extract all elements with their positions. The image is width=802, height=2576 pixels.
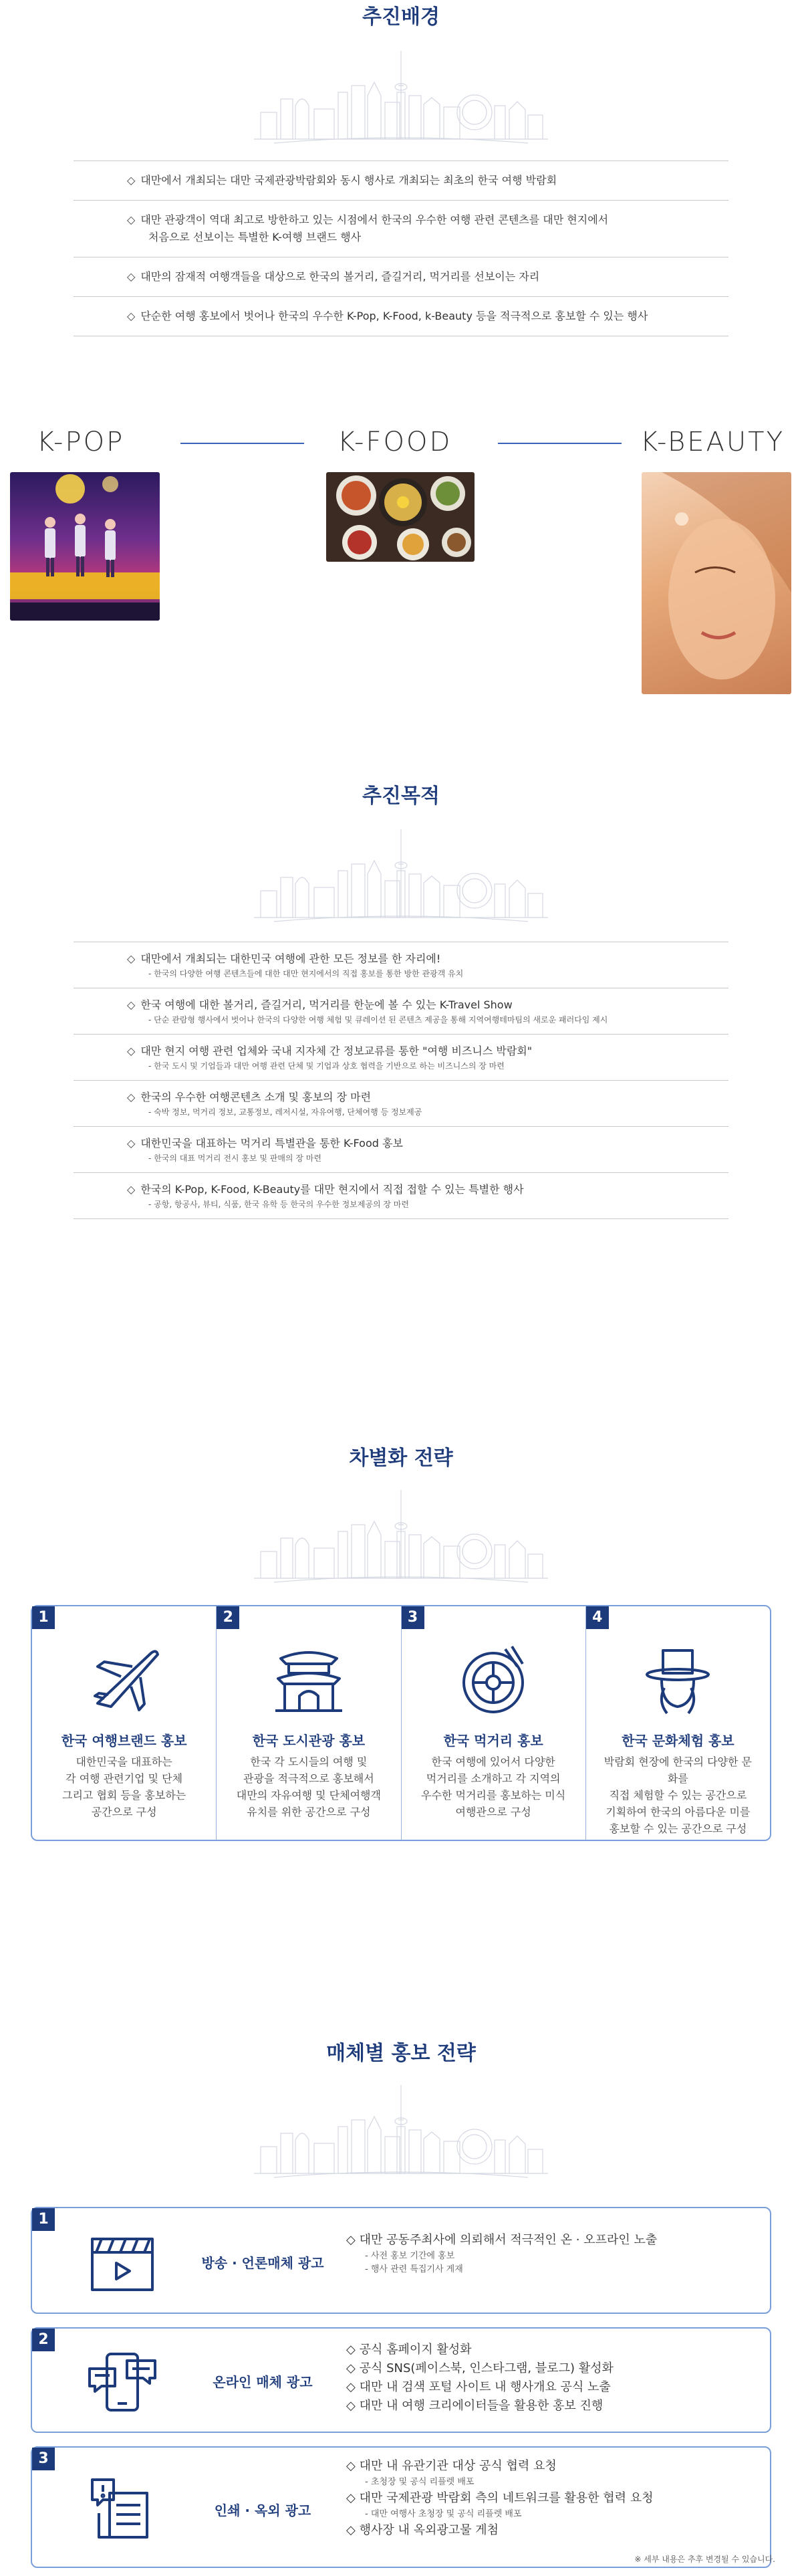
purpose-list (74, 942, 728, 1219)
strategy-desc: 한국 여행에 있어서 다양한 먹거리를 소개하고 각 지역의 우수한 먹거리를 홍보하는 미식 여행관으로 구성 (421, 1755, 566, 1818)
strategy-heading: 한국 도시관광 홍보 (252, 1733, 366, 1749)
media-label: 인쇄 · 옥외 광고 (214, 2502, 311, 2518)
strategy-desc: 한국 각 도시들의 여행 및 관광을 적극적으로 홍보해서 대만의 자유여행 및 단체여행객 유치를 위한 공간으로 구성 (236, 1755, 381, 1818)
background-title: 추진배경 (362, 5, 440, 29)
strategy-heading: 한국 먹거리 홍보 (443, 1733, 543, 1749)
step-number: 1 (32, 2208, 55, 2231)
media-label: 온라인 매체 광고 (213, 2374, 313, 2390)
step-number: 3 (402, 1606, 424, 1629)
keyword-kfood: K-FOOD (338, 427, 452, 457)
purpose-title: 추진목적 (362, 784, 440, 808)
strategy-grid (31, 1605, 771, 1841)
list-item: ◇ 한국의 우수한 여행콘텐츠 소개 및 홍보의 장 마련 - 숙박 정보, 먹거리 정보, 교통정보, 레저시설, 자유여행, 단체여행 등 정보제공 (74, 1080, 728, 1126)
clapperboard-icon (86, 2228, 159, 2295)
list-item: ◇ 행사장 내 옥외광고물 게첨 (346, 2523, 499, 2537)
gat-hat-icon (638, 1640, 718, 1720)
kbeauty-photo (642, 472, 791, 694)
print-notice-icon (86, 2473, 159, 2540)
chat-phone-icon (86, 2347, 159, 2414)
strategy-desc: 박람회 현장에 한국의 다양한 문화를 직접 체험할 수 있는 공간으로 기획하여 한국의 아름다운 미를 홍보할 수 있는 공간으로 구성 (604, 1755, 753, 1835)
city-skyline-illustration (254, 1485, 548, 1585)
city-skyline-illustration (254, 824, 548, 924)
list-item: ◇ 대만 국제관광 박람회 측의 네트워크를 활용한 협력 요청 - 대만 여행사 초청장 및 공식 리플렛 배포 (346, 2491, 654, 2519)
list-item: ◇ 한국의 K-Pop, K-Food, K-Beauty를 대만 현지에서 직접 접할 수 있는 특별한 행사 - 공항, 항공사, 뷰티, 식품, 한국 유학 등 한국의 우수한 정보제공의 장 마련 (74, 1172, 728, 1219)
media-card (31, 2446, 771, 2568)
list-item: ◇ 공식 SNS(페이스북, 인스타그램, 블로그) 활성화 (346, 2361, 614, 2375)
media-title: 매체별 홍보 전략 (326, 2042, 476, 2065)
list-item: ◇ 단순한 여행 홍보에서 벗어나 한국의 우수한 K-Pop, K-Food, k-Beauty 등을 적극적으로 홍보할 수 있는 행사 (74, 296, 728, 336)
keyword-kpop: K-POP (37, 427, 125, 457)
strategy-heading: 한국 문화체험 홍보 (622, 1733, 734, 1749)
list-item: ◇ 대만 현지 여행 관련 업체와 국내 지자체 간 정보교류를 통한 "여행 비즈니스 박람회" - 한국 도시 및 기업들과 대만 여행 관련 단체 및 기업과 상호 협력을 기반으로 하는 비즈니스의 장 마련 (74, 1034, 728, 1080)
media-points (346, 2231, 657, 2276)
strategy-desc: 대한민국을 대표하는 각 여행 관련기업 및 단체 그리고 협회 등을 홍보하는 공간으로 구성 (61, 1755, 186, 1818)
list-item: ◇ 대만에서 개최되는 대만 국제관광박람회와 동시 행사로 개최되는 최초의 한국 여행 박람회 (74, 160, 728, 200)
city-skyline-illustration (254, 45, 548, 146)
footnote: ※ 세부 내용은 추후 변경될 수 있습니다. (634, 2555, 775, 2564)
strategy-card (402, 1606, 586, 1840)
palace-gate-icon (269, 1640, 349, 1720)
divider-line (180, 443, 304, 444)
kpop-concert-photo (10, 472, 160, 621)
list-item: ◇ 대만 내 검색 포털 사이트 내 행사개요 공식 노출 (346, 2380, 611, 2394)
media-card (31, 2207, 771, 2314)
background-list (74, 160, 728, 336)
kfood-photo (326, 472, 475, 562)
strategy-heading: 한국 여행브랜드 홍보 (61, 1733, 187, 1749)
strategy-title: 차별화 전략 (349, 1446, 453, 1470)
media-label: 방송 · 언론매체 광고 (201, 2255, 324, 2271)
divider-line (498, 443, 622, 444)
airplane-icon (84, 1640, 164, 1720)
step-number: 3 (32, 2448, 55, 2470)
list-item: ◇ 대만의 잠재적 여행객들을 대상으로 한국의 볼거리, 즐길거리, 먹거리를 선보이는 자리 (74, 257, 728, 296)
list-item: ◇ 한국 여행에 대한 볼거리, 즐길거리, 먹거리를 한눈에 볼 수 있는 K-Travel Show - 단순 관람형 행사에서 벗어나 한국의 다양한 여행 체험 및 큐레이션 된 콘텐츠 제공을 통해 지역여행테마팀의 새로운 패러다임 제시 (74, 988, 728, 1034)
list-item: ◇ 대만에서 개최되는 대한민국 여행에 관한 모든 정보를 한 자리에! - 한국의 다양한 여행 콘텐츠들에 대한 대만 현지에서의 직접 홍보를 통한 방한 관광객 유치 (74, 942, 728, 988)
strategy-card (217, 1606, 401, 1840)
list-item: ◇ 대만 내 여행 크리에이터들을 활용한 홍보 진행 (346, 2399, 604, 2413)
city-skyline-illustration (254, 2080, 548, 2180)
step-number: 2 (217, 1606, 239, 1629)
list-item: ◇ 대만 관광객이 역대 최고로 방한하고 있는 시점에서 한국의 우수한 여행 관련 콘텐츠를 대만 현지에서 처음으로 선보이는 특별한 K-여행 브랜드 행사 (74, 200, 728, 257)
list-item: ◇ 대만 내 유관기관 대상 공식 협력 요청 - 초청장 및 공식 리플렛 배포 (346, 2459, 557, 2487)
strategy-card (586, 1606, 770, 1840)
media-points (346, 2457, 654, 2540)
media-points (346, 2341, 614, 2416)
list-item: ◇ 공식 홈페이지 활성화 (346, 2343, 472, 2357)
list-item: ◇ 대만 공동주최사에 의뢰해서 적극적인 온 · 오프라인 노출 - 사전 홍보 기간에 홍보 - 행사 관련 특집기사 게재 (346, 2233, 658, 2274)
bibimbap-icon (453, 1640, 533, 1720)
strategy-card (32, 1606, 217, 1840)
media-card (31, 2327, 771, 2433)
step-number: 4 (586, 1606, 609, 1629)
list-item: ◇ 대한민국을 대표하는 먹거리 특별관을 통한 K-Food 홍보 - 한국의 대표 먹거리 전시 홍보 및 판매의 장 마련 (74, 1126, 728, 1172)
step-number: 2 (32, 2329, 55, 2351)
step-number: 1 (32, 1606, 55, 1629)
keyword-kbeauty: K-BEAUTY (640, 427, 785, 457)
